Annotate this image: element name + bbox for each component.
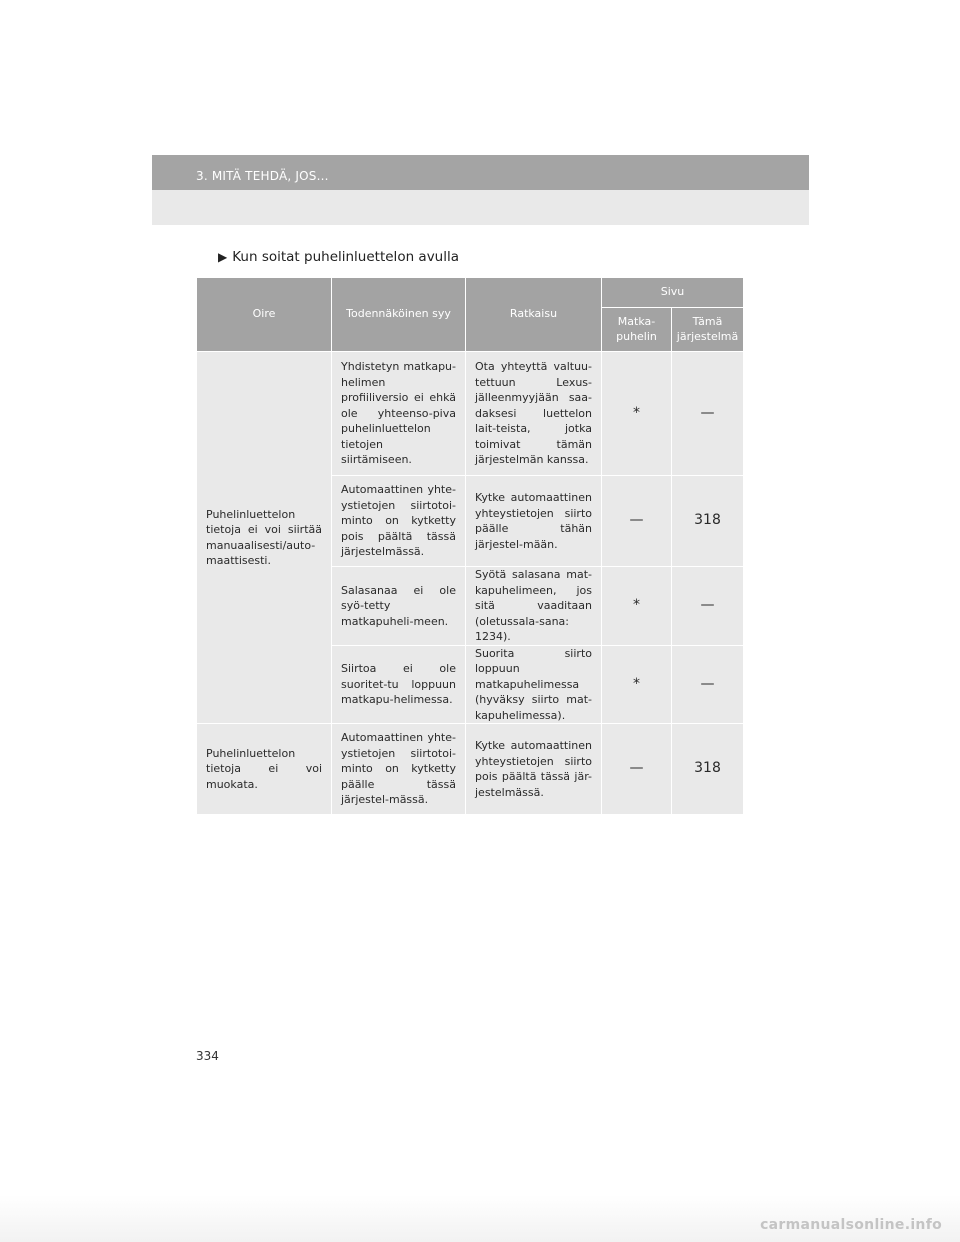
solution-cell: Kytke automaattinen yhteystietojen siirto pois päältä tässä jär-jestelmässä. [466,724,602,815]
cause-cell: Yhdistetyn matkapu-helimen profiiliversio ei ehkä ole yhteenso-piva puhelinluettelon tietojen siirtämiseen. [332,352,466,476]
phone-page-cell [602,476,672,567]
section-header-subbar [152,190,809,225]
troubleshooting-table [196,277,744,815]
solution-cell: Syötä salasana mat-kapuhelimeen, jos sitä vaaditaan (oletussala-sana: 1234). [466,567,602,646]
phone-page-cell [602,352,672,476]
header-system: Tämä järjestelmä [672,308,744,352]
system-page-cell [672,352,744,476]
asterisk-mark: * [633,675,640,692]
system-page-cell [672,645,744,724]
system-page-cell [672,476,744,567]
triangle-marker-icon: ▶ [218,250,228,264]
system-page-cell [672,567,744,646]
cause-cell: Automaattinen yhte-ystietojen siirtotoi-minto on kytketty pois päältä tässä järjestelmässä. [332,476,466,567]
subsection-heading [218,249,459,265]
header-symptom: Oire [197,278,332,352]
not-applicable-dash: — [700,404,715,421]
table-row [197,724,744,815]
header-solution: Ratkaisu [466,278,602,352]
phone-page-cell [602,645,672,724]
symptom-cell: Puhelinluettelon tietoja ei voi siirtää manuaalisesti/auto-maattisesti. [197,352,332,724]
system-page-cell [672,724,744,815]
cause-cell: Automaattinen yhte-ystietojen siirtotoi-minto on kytketty päälle tässä järjestel-mässä. [332,724,466,815]
footer-band [0,1195,960,1242]
section-title: 3. MITÄ TEHDÄ, JOS... [196,169,329,183]
phone-page-cell [602,567,672,646]
solution-cell: Suorita siirto loppuun matkapuhelimessa (hyväksy siirto mat-kapuhelimessa). [466,645,602,724]
asterisk-mark: * [633,597,640,613]
solution-cell: Kytke automaattinen yhteystietojen siirto päälle tähän järjestel-mään. [466,476,602,567]
not-applicable-dash: — [629,760,644,777]
solution-cell: Ota yhteyttä valtuu-tettuun Lexus-jälleenmyyjään saa-daksesi luettelon lait-teista, jotka toimivat tämän järjestelmän kanssa. [466,352,602,476]
not-applicable-dash: — [700,597,715,613]
cause-cell: Siirtoa ei ole suoritet-tu loppuun matkapu-helimessa. [332,645,466,724]
table-row [197,352,744,476]
page-reference: 318 [694,760,721,777]
page-reference: 318 [694,512,721,529]
watermark-text: carmanualsonline.info [760,1217,942,1233]
asterisk-mark: * [633,404,640,421]
symptom-cell: Puhelinluettelon tietoja ei voi muokata. [197,724,332,815]
cause-cell: Salasanaa ei ole syö-tetty matkapuheli-meen. [332,567,466,646]
header-cause: Todennäköinen syy [332,278,466,352]
header-page: Sivu [602,278,744,308]
not-applicable-dash: — [700,675,715,692]
phone-page-cell [602,724,672,815]
not-applicable-dash: — [629,512,644,529]
subsection-title: Kun soitat puhelinluettelon avulla [232,249,460,265]
page-number: 334 [196,1049,219,1063]
header-phone: Matka- puhelin [602,308,672,352]
